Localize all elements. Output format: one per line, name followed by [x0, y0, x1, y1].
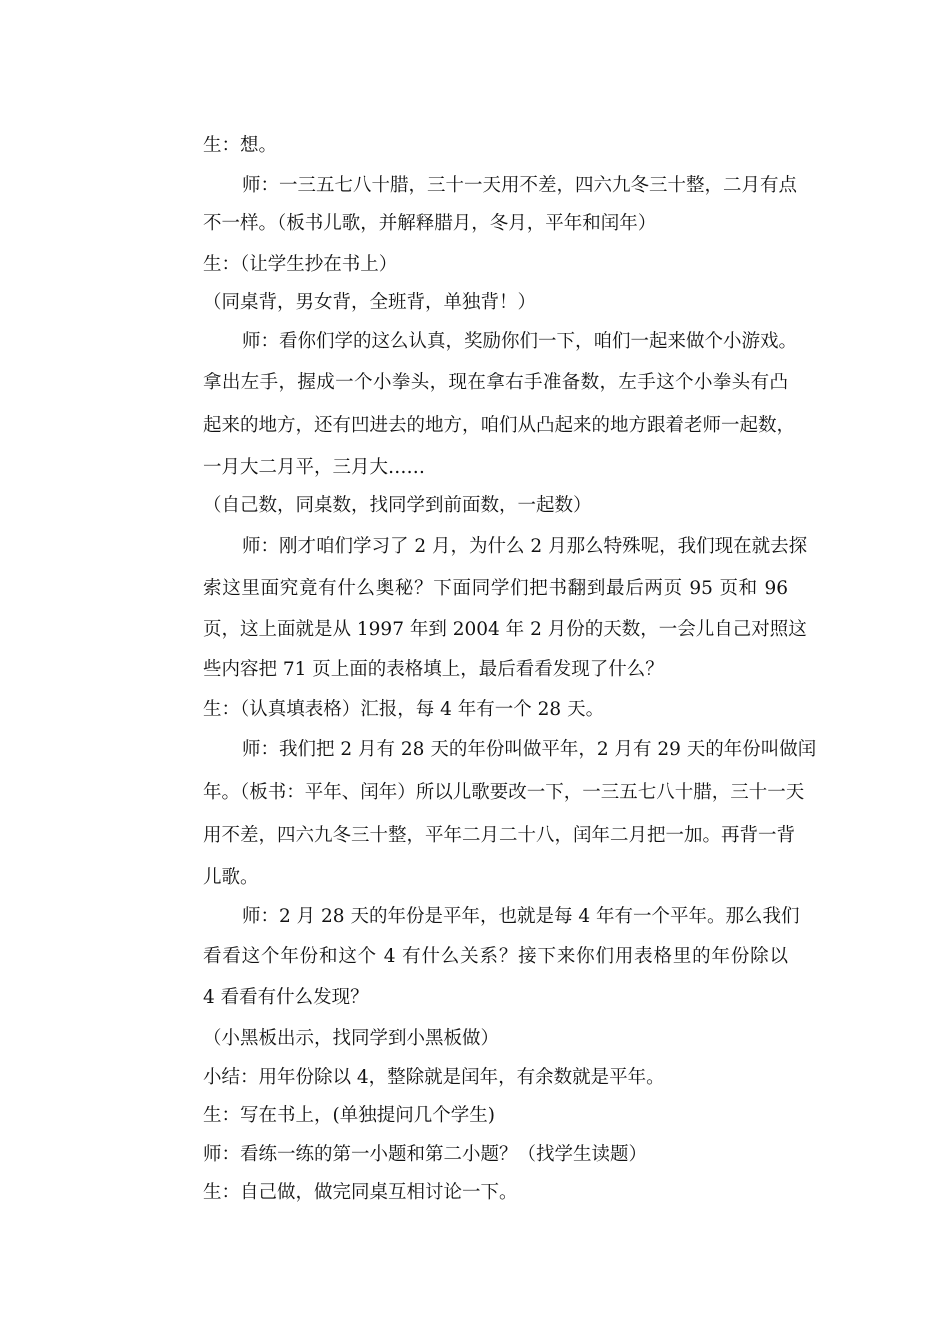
text-line: 师：看你们学的这么认真，奖励你们一下，咱们一起来做个小游戏。 [242, 331, 798, 352]
text-line: 起来的地方，还有凹进去的地方，咱们从凸起来的地方跟着老师一起数， [203, 415, 796, 436]
text-line: 生：自己做，做完同桌互相讨论一下。 [203, 1182, 518, 1203]
text-line: （小黑板出示，找同学到小黑板做） [203, 1028, 500, 1049]
text-line: 师：我们把 2 月有 28 天的年份叫做平年，2 月有 29 天的年份叫做闰 [242, 739, 817, 760]
text-line: 页，这上面就是从 1997 年到 2004 年 2 月份的天数，一会儿自己对照这 [203, 619, 807, 640]
text-line: 看看这个年份和这个 4 有什么关系？接下来你们用表格里的年份除以 [203, 946, 788, 967]
text-line: 小结：用年份除以 4，整除就是闰年，有余数就是平年。 [203, 1067, 665, 1088]
text-line: 生：写在书上，(单独提问几个学生) [203, 1105, 495, 1126]
text-line: 年。（板书：平年、闰年）所以儿歌要改一下，一三五七八十腊，三十一天 [203, 782, 805, 803]
text-line: 生：（认真填表格）汇报，每 4 年有一个 28 天。 [203, 699, 605, 720]
text-line: （自己数，同桌数，找同学到前面数，一起数） [203, 495, 592, 516]
text-line: 生：（让学生抄在书上） [203, 254, 398, 275]
text-line: 拿出左手，握成一个小拳头，现在拿右手准备数，左手这个小拳头有凸 [203, 372, 788, 393]
text-line: 不一样。（板书儿歌，并解释腊月，冬月，平年和闰年） [203, 213, 657, 234]
text-line: 师：2 月 28 天的年份是平年，也就是每 4 年有一个平年。那么我们 [242, 906, 800, 927]
text-line: 索这里面究竟有什么奥秘？下面同学们把书翻到最后两页 95 页和 96 [203, 578, 788, 599]
text-line: （同桌背，男女背，全班背，单独背！） [203, 292, 537, 313]
text-line: 些内容把 71 页上面的表格填上，最后看看发现了什么？ [203, 659, 664, 680]
text-line: 儿歌。 [203, 867, 259, 888]
text-line: 用不差，四六九冬三十整，平年二月二十八，闰年二月把一加。再背一背 [203, 825, 796, 846]
text-line: 一月大二月平，三月大…… [203, 457, 426, 478]
text-line: 师：刚才咱们学习了 2 月，为什么 2 月那么特殊呢，我们现在就去探 [242, 536, 808, 557]
text-line: 生：想。 [203, 135, 278, 156]
text-line: 师：看练一练的第一小题和第二小题？（找学生读题） [203, 1144, 648, 1165]
text-line: 师：一三五七八十腊，三十一天用不差，四六九冬三十整，二月有点 [242, 175, 798, 196]
text-line: 4 看看有什么发现？ [203, 987, 369, 1008]
